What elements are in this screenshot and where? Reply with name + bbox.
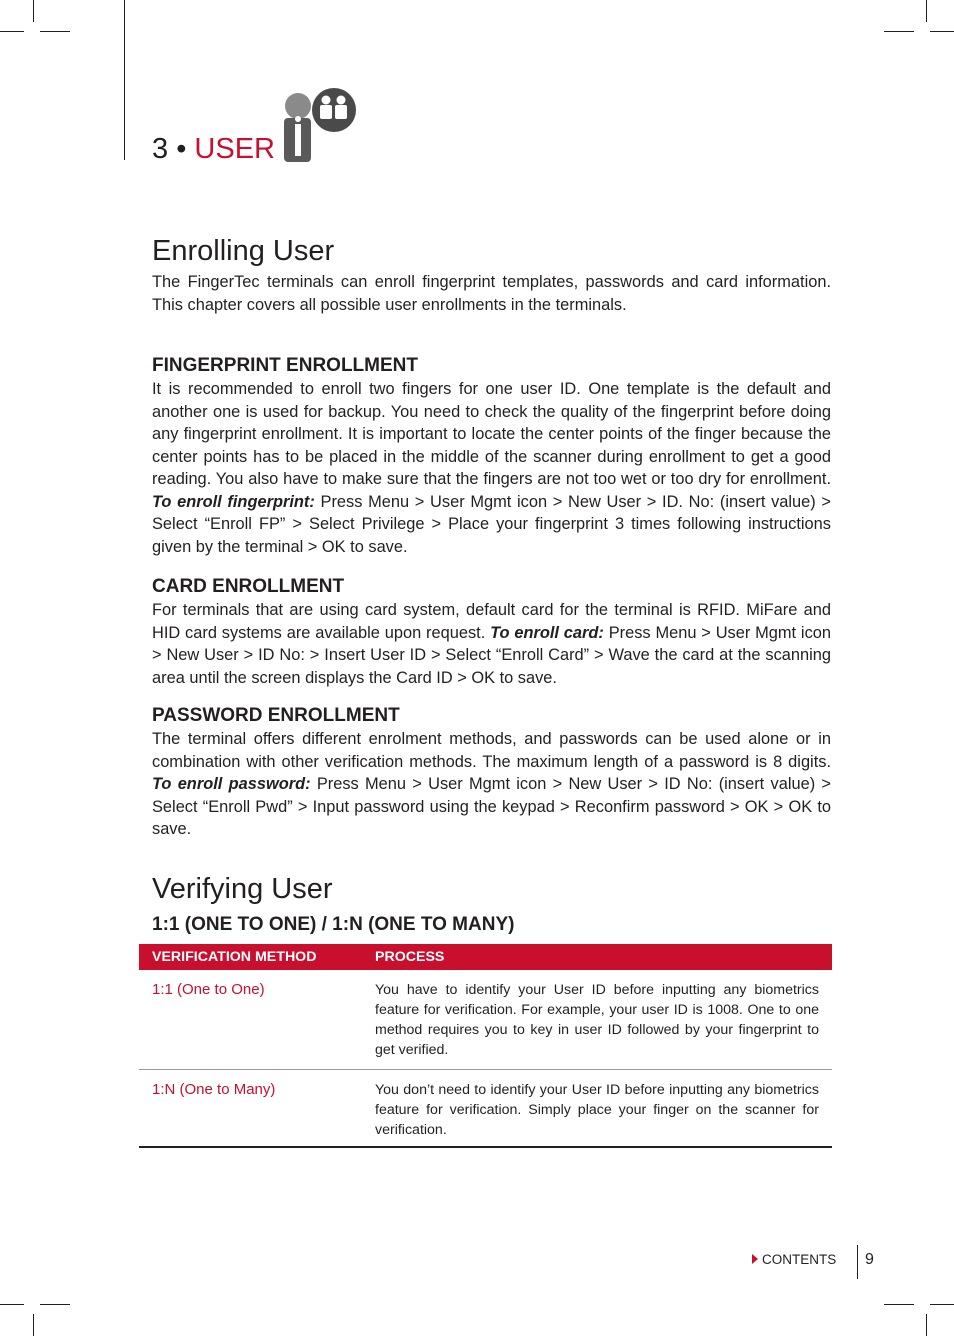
contents-link[interactable]: CONTENTS xyxy=(752,1252,836,1267)
table-row xyxy=(139,1070,832,1148)
crop-mark xyxy=(0,1304,24,1305)
crop-mark xyxy=(40,31,70,32)
verifying-section xyxy=(152,871,831,937)
card-section xyxy=(152,575,831,689)
table-header-row xyxy=(139,944,832,970)
crop-mark xyxy=(884,1304,914,1305)
chapter-bar xyxy=(124,0,125,160)
fingerprint-heading: FINGERPRINT ENROLLMENT xyxy=(152,355,418,376)
card-howto-label: To enroll card: xyxy=(490,623,604,642)
user-info-icon xyxy=(264,88,360,164)
crop-mark xyxy=(884,31,914,32)
chapter-number: 3 xyxy=(152,133,169,165)
password-section xyxy=(152,704,831,841)
chapter-bullet: • xyxy=(176,133,187,165)
table-cell-method: 1:1 (One to One) xyxy=(139,970,375,1070)
table-cell-process: You don’t need to identify your User ID before inputting any biometrics feature for verification. Simply place your finger on the scanner for verification. xyxy=(375,1070,832,1148)
chapter-title xyxy=(152,130,275,168)
crop-mark xyxy=(33,0,34,22)
crop-mark xyxy=(926,1314,927,1336)
enrolling-section xyxy=(152,233,831,316)
section-intro: The FingerTec terminals can enroll fingerprint templates, passwords and card information. This chapter covers all possible user enrollments in the terminals. xyxy=(152,273,831,314)
card-heading: CARD ENROLLMENT xyxy=(152,576,345,597)
crop-mark xyxy=(930,31,954,32)
crop-mark xyxy=(926,0,927,22)
page-number: 9 xyxy=(865,1251,874,1268)
table-row xyxy=(139,970,832,1070)
footer-divider xyxy=(857,1245,858,1279)
table-header-process: PROCESS xyxy=(375,944,832,970)
section-heading: Enrolling User xyxy=(152,235,335,267)
fingerprint-howto: Press Menu > User Mgmt icon > New User > ID. No: (insert value) > Select “Enroll FP” > Select Privilege > Place your fingerprint 3 times following instructions given by the terminal > OK to save. xyxy=(152,492,831,556)
table-cell-process: You have to identify your User ID before inputting any biometrics feature for verification. For example, your user ID is 1008. One to one method requires you to key in user ID followed by your fingerprint to get verified. xyxy=(375,970,832,1070)
verification-table xyxy=(139,944,832,1148)
contents-arrow-icon xyxy=(752,1254,758,1264)
chapter-name: USER xyxy=(194,133,275,165)
password-howto: Press Menu > User Mgmt icon > New User > ID No: (insert value) > Select “Enroll Pwd” > Input password using the keypad > Reconfirm password > OK > OK to save. xyxy=(152,775,831,838)
verifying-subheading: 1:1 (ONE TO ONE) / 1:N (ONE TO MANY) xyxy=(152,914,515,935)
fingerprint-section xyxy=(152,354,831,558)
crop-mark xyxy=(40,1304,70,1305)
crop-mark xyxy=(930,1304,954,1305)
section-heading: Verifying User xyxy=(152,873,333,905)
card-text: For terminals that are using card system, default card for the terminal is RFID. MiFare and HID card systems are available upon request. To enroll card: Press Menu > User Mgmt icon > New User > ID No: > Insert User ID > Select “Enroll Card” > Wave the card at the scanning area until the screen displays the Card ID > OK to save. xyxy=(152,601,831,687)
password-text: The terminal offers different enrolment methods, and passwords can be used alone or in combination with other verification methods. The maximum length of a password is 8 digits. To enroll password: Press Menu > User Mgmt icon > New User > ID No: (insert value) > Select “Enroll Pwd” > Input password using the keypad > Reconfirm password > OK > OK to save. xyxy=(152,730,831,838)
password-heading: PASSWORD ENROLLMENT xyxy=(152,705,400,726)
table-cell-method: 1:N (One to Many) xyxy=(139,1070,375,1148)
crop-mark xyxy=(0,31,24,32)
crop-mark xyxy=(33,1314,34,1336)
card-howto: Press Menu > User Mgmt icon > New User > ID No: > Insert User ID > Select “Enroll Card” > Wave the card at the scanning area until the screen displays the Card ID > OK to save. xyxy=(152,623,831,687)
table-header-method: VERIFICATION METHOD xyxy=(139,944,375,970)
password-howto-label: To enroll password: xyxy=(152,775,311,793)
fingerprint-text: It is recommended to enroll two fingers for one user ID. One template is the default and another one is used for backup. You need to check the quality of the fingerprint before doing any fingerprint enrollment. It is important to locate the center points of the finger because the center points has to be placed in the middle of the scanner during enrollment to get a good reading. You also have to make sure that the fingers are not too wet or too dry for enrollment. To enroll fingerprint: Press Menu > User Mgmt icon > New User > ID. No: (insert value) > Select “Enroll FP” > Select Privilege > Place your fingerprint 3 times following instructions given by the terminal > OK to save. xyxy=(152,380,831,556)
fingerprint-howto-label: To enroll fingerprint: xyxy=(152,492,315,511)
